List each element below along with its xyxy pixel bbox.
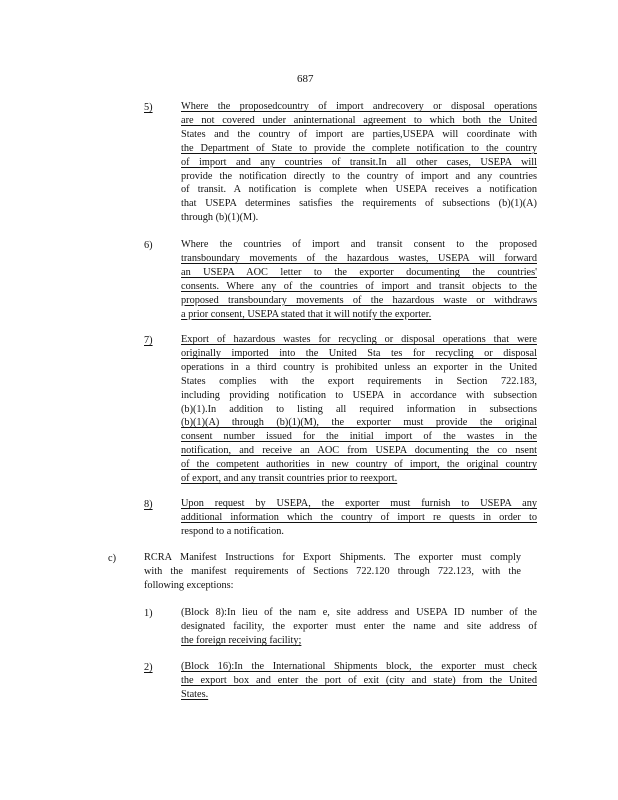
item-6-text: [181, 238, 537, 321]
subitem-1-text: [181, 606, 537, 648]
subitem-number-2: 2): [144, 662, 153, 673]
text-line: that USEPA determines satisfies the requirements of subsections (b)(1)(A): [181, 198, 537, 210]
text-line: of transit. A notification is complete when USEPA receives a notification: [181, 184, 537, 196]
text-line: Where the proposedcountry of import andrecovery or disposal operations: [181, 101, 537, 112]
subitem-number-1: 1): [144, 608, 153, 619]
text-line: provide the notification directly to the country of import and any countries: [181, 170, 537, 182]
text-line: (Block 8):In lieu of the nam e, site address and USEPA ID number of the: [181, 607, 537, 618]
item-8-text: [181, 497, 537, 539]
text-line: Export of hazardous wastes for recycling or disposal operations that were: [181, 334, 537, 345]
text-line: Upon request by USEPA, the exporter must furnish to USEPA any: [181, 498, 537, 509]
text-line: additional information which the country of import re quests in order to: [181, 511, 537, 523]
text-line: of export, and any transit countries prior to reexport.: [181, 473, 398, 485]
text-line: through (b)(1)(M).: [181, 212, 259, 224]
text-line: designated facility, the exporter must enter the name and site address of: [181, 620, 537, 632]
text-line: (b)(1)(A) through (b)(1)(M), the exporter must provide the original: [181, 417, 537, 429]
text-line: operations in a third country is prohibited unless an exporter in the United: [181, 361, 537, 373]
text-line: following exceptions:: [144, 579, 234, 591]
text-line: the foreign receiving facility;: [181, 634, 302, 646]
text-line: including providing notification to USEPA in accordance with subsection: [181, 389, 537, 401]
item-5-text: [181, 100, 537, 225]
text-line: are not covered under aninternational agreement to which both the United: [181, 114, 537, 126]
text-line: proposed transboundary movements of the hazardous waste or withdraws: [181, 294, 537, 306]
text-line: respond to a notification.: [181, 525, 284, 537]
text-line: of import and any countries of transit.In all other cases, USEPA will: [181, 156, 537, 168]
page-number: 687: [297, 73, 314, 85]
item-number-5: 5): [144, 102, 153, 113]
text-line: (b)(1).In addition to listing all required information in subsections: [181, 403, 537, 415]
subitem-2-text: [181, 660, 537, 702]
text-line: States.: [181, 688, 209, 700]
text-line: RCRA Manifest Instructions for Export Shipments. The exporter must comply: [144, 552, 521, 563]
text-line: originally imported into the United Sta tes for recycling or disposal: [181, 347, 537, 359]
text-line: States complies with the export requirements in Section 722.183,: [181, 375, 537, 387]
section-letter-c: c): [108, 553, 116, 564]
text-line: the export box and enter the port of exit (city and state) from the United: [181, 674, 537, 686]
item-number-6: 6): [144, 240, 153, 251]
text-line: a prior consent, USEPA stated that it will notify the exporter.: [181, 308, 432, 320]
text-line: (Block 16):In the International Shipments block, the exporter must check: [181, 661, 537, 672]
text-line: notification, and receive an AOC from USEPA documenting the co nsent: [181, 445, 537, 457]
text-line: Where the countries of import and transit consent to the proposed: [181, 239, 537, 250]
text-line: the Department of State to provide the complete notification to the country: [181, 142, 537, 154]
item-number-8: 8): [144, 499, 153, 510]
item-number-7: 7): [144, 335, 153, 346]
text-line: transboundary movements of the hazardous wastes, USEPA will forward: [181, 252, 537, 264]
text-line: consents. Where any of the countries of import and transit objects to the: [181, 280, 537, 292]
section-c-text: [144, 551, 521, 593]
item-7-text: [181, 333, 537, 486]
text-line: States and the country of import are parties,USEPA will coordinate with: [181, 128, 537, 140]
text-line: an USEPA AOC letter to the exporter documenting the countries': [181, 266, 537, 278]
text-line: of the competent authorities in new country of import, the original country: [181, 459, 537, 471]
text-line: with the manifest requirements of Sections 722.120 through 722.123, with the: [144, 565, 521, 577]
text-line: consent number issued for the initial import of the wastes in the: [181, 431, 537, 443]
